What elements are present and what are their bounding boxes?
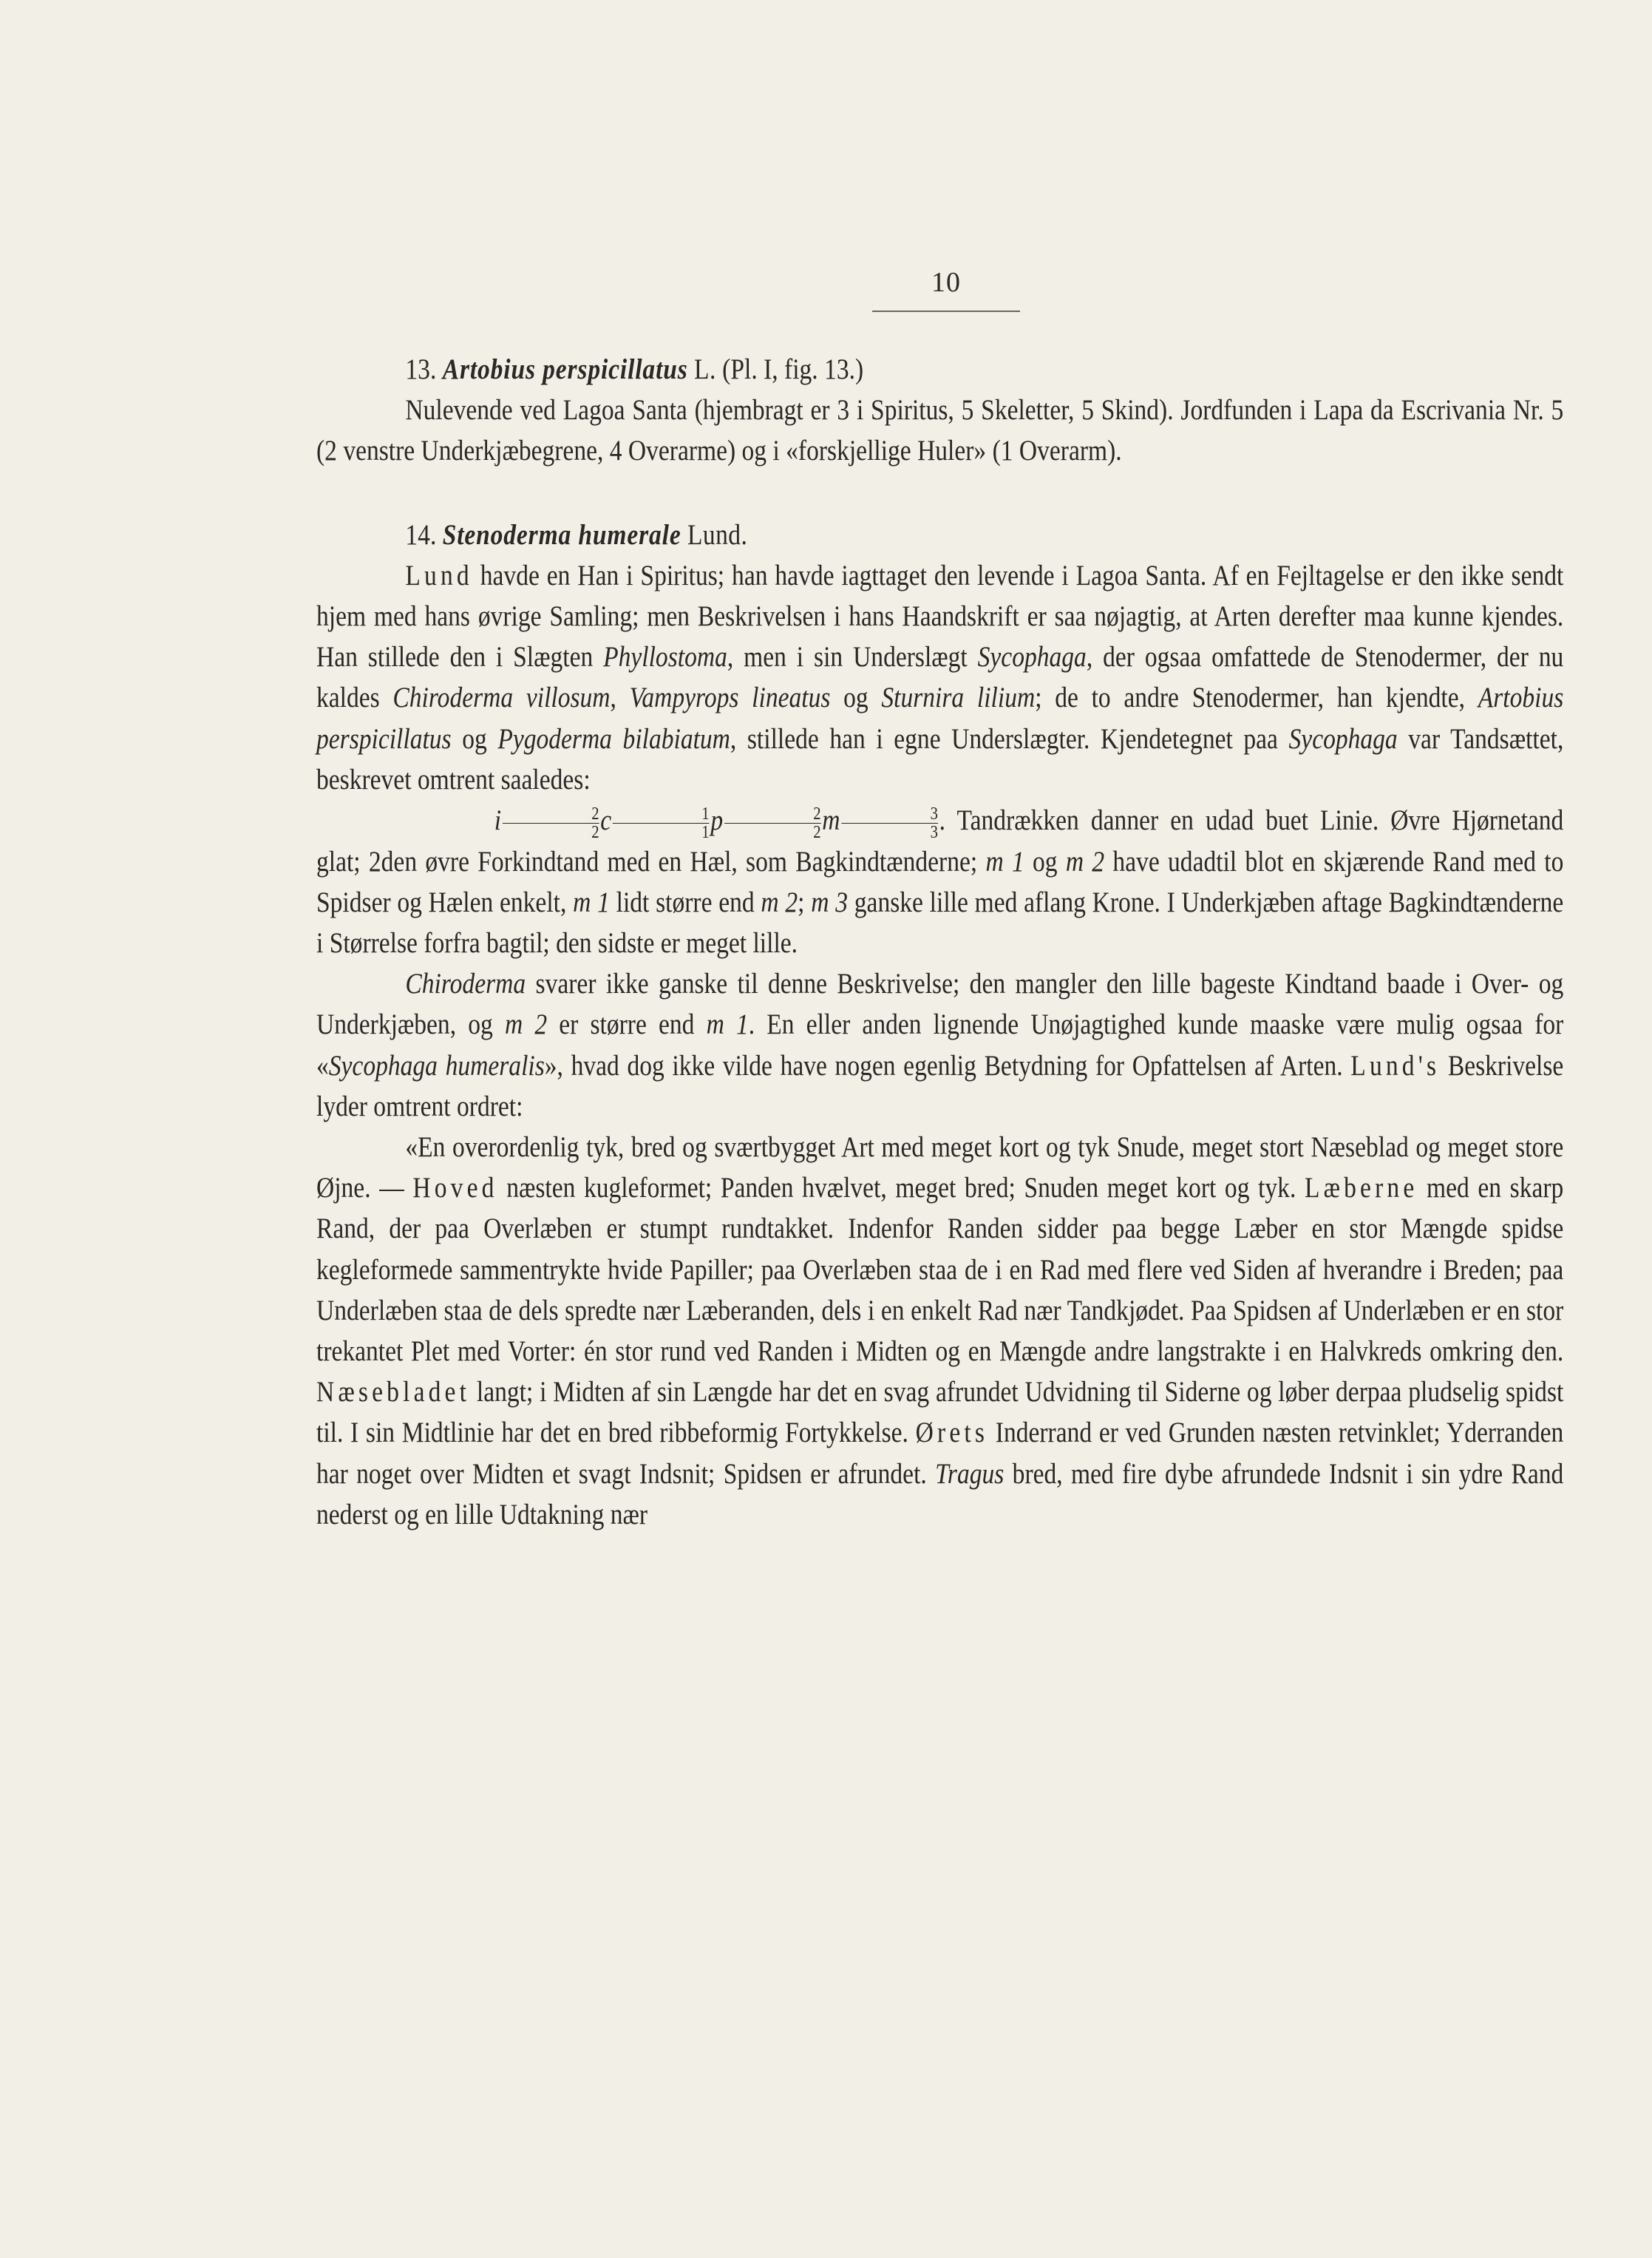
page-number-rule <box>872 311 1020 312</box>
section-14-paragraph-1 <box>316 555 1563 800</box>
emphasized-term: Næsebladet <box>316 1376 471 1408</box>
page-number: 10 <box>931 267 961 298</box>
species-author: L. <box>694 353 716 385</box>
emphasized-term: Ørets <box>915 1417 989 1449</box>
fraction-numerator: 3 <box>841 805 938 824</box>
author-name: Lund's <box>1350 1049 1441 1082</box>
text-run: og <box>830 682 882 714</box>
section-number: 14. <box>405 518 437 551</box>
section-14-heading <box>316 515 1563 555</box>
formula-fraction <box>503 805 599 841</box>
taxon-name: Chiroderma villosum <box>392 682 611 714</box>
tooth-label: m 2 <box>761 886 798 918</box>
fraction-denominator: 3 <box>930 822 938 842</box>
dental-formula-paragraph <box>316 800 1563 963</box>
text-run: , stillede han i egne Underslægter. Kjendetegnet paa <box>730 722 1289 755</box>
formula-fraction <box>841 805 938 841</box>
section-13-paragraph: Nulevende ved Lagoa Santa (hjembragt er 3 i Spiritus, 5 Skeletter, 5 Skind). Jordfunden i Lapa da Escrivania Nr. 5 (2 venstre Underkjæbegrene, 4 Overarme) og i «forskjellige Huler» (1 Overarm). <box>316 394 1564 467</box>
fraction-numerator: 1 <box>613 805 710 824</box>
fraction-numerator: 2 <box>503 805 599 824</box>
formula-letter: c <box>600 804 612 837</box>
section-gap <box>316 472 1563 515</box>
formula-fraction <box>724 805 821 841</box>
emphasized-term: Tragus <box>935 1457 1005 1490</box>
formula-letter: m <box>822 804 840 837</box>
taxon-name: Sturnira lilium <box>881 682 1036 714</box>
plate-reference: (Pl. I, fig. 13.) <box>722 353 864 385</box>
section-13-heading <box>316 349 1563 390</box>
text-run: Beskrivelse lyder omtrent ordret: <box>316 1049 1564 1122</box>
text-run: svarer ikke ganske til denne Beskrivelse; den mangler den lille bageste Kindtand baade i Over- og Underkjæben, og <box>316 968 1564 1041</box>
text-run: , <box>610 682 630 714</box>
taxon-name: Pygoderma bilabiatum <box>497 722 730 755</box>
text-run: næsten kugleformet; Panden hvælvet, meget bred; Snuden meget kort og tyk. <box>497 1172 1305 1204</box>
fraction-denominator: 2 <box>813 822 821 842</box>
text-run: langt; i Midten af sin Længde har det en svag afrundet Udvidning til Siderne og løber derpaa pludselig spidst til. I sin Midtlinie har det en bred ribbeformig Fortykkelse. <box>316 1376 1564 1449</box>
text-run: ganske lille med aflang Krone. I Underkjæben aftage Bagkindtænderne i Størrelse forfra bagtil; den sidste er meget lille. <box>316 886 1564 959</box>
text-run: , der ogsaa omfattede de Stenodermer, der nu kaldes <box>316 641 1564 714</box>
taxon-name: Vampyrops lineatus <box>629 682 831 714</box>
text-run: have udadtil blot en skjærende Rand med to Spidser og Hælen enkelt, <box>316 845 1564 918</box>
text-run: . Tandrækken danner en udad buet Linie. Øvre Hjørnetand glat; 2den øvre Forkindtand med en Hæl, som Bagkindtænderne; <box>316 804 1564 878</box>
section-number: 13. <box>405 353 437 385</box>
fraction-denominator: 2 <box>591 822 599 842</box>
taxon-name: Sycophaga humeralis <box>328 1049 545 1082</box>
text-run: lidt større end <box>609 886 761 918</box>
tooth-label: m 1 <box>573 886 610 918</box>
formula-letter: i <box>494 804 502 837</box>
text-run: . En eller anden lignende Unøjagtighed kunde maaske være mulig ogsaa for « <box>316 1008 1564 1082</box>
tooth-label: m 1 <box>985 845 1024 878</box>
taxon-name: Sycophaga <box>977 641 1087 674</box>
text-run: med en skarp Rand, der paa Overlæben er stumpt rundtakket. Indenfor Randen sidder paa begge Læber en stor Mængde spidse kegleformede sammentrykte hvide Papiller; paa Overlæben staa de i en Rad med flere ved Siden af hverandre i Breden; paa Underlæben staa de dels spredte nær Læberanden, dels i en enkelt Rad nær Tandkjødet. Paa Spidsen af Underlæben er en stor trekantet Plet med Vorter: én stor rund ved Randen i Midten og en Mængde andre langstrakte i en Halvkreds omkring den. <box>316 1172 1564 1368</box>
taxon-name: Phyllostoma <box>603 641 727 674</box>
taxon-name: Artobius perspicillatus <box>316 682 1564 755</box>
taxon-name: Chiroderma <box>405 968 526 1000</box>
emphasized-term: Hoved <box>412 1172 498 1204</box>
text-run: », hvad dog ikke vilde have nogen egenlig Betydning for Opfattelsen af Arten. <box>544 1049 1351 1082</box>
formula-letter: p <box>710 804 724 837</box>
section-14-quotation <box>316 1127 1563 1535</box>
tooth-label: m 3 <box>811 886 849 918</box>
tooth-label: m 1 <box>706 1008 749 1041</box>
author-name: Lund <box>405 559 473 591</box>
text-run: og <box>451 722 498 755</box>
dental-formula <box>405 800 939 841</box>
text-run: er større end <box>547 1008 707 1041</box>
text-run: bred, med fire dybe afrundede Indsnit i sin ydre Rand nederst og en lille Udtakning nær <box>316 1457 1564 1530</box>
text-run: «En overordenlig tyk, bred og sværtbygget Art med meget kort og tyk Snude, meget stort Næseblad og meget store Øjne. — <box>316 1131 1564 1204</box>
text-run: ; de to andre Stenodermer, han kjendte, <box>1035 682 1478 714</box>
text-run: og <box>1024 845 1066 878</box>
text-run: Inderrand er ved Grunden næsten retvinklet; Yderranden har noget over Midten et svagt Indsnit; Spidsen er afrundet. <box>316 1417 1564 1490</box>
taxon-name: Sycophaga <box>1288 722 1398 755</box>
text-run: var Tandsættet, beskrevet omtrent saaledes: <box>316 722 1564 796</box>
tooth-label: m 2 <box>1065 845 1105 878</box>
text-run: havde en Han i Spiritus; han havde iagttaget den levende i Lagoa Santa. Af en Fejltagelse er den ikke sendt hjem med hans øvrige Samling; men Beskrivelsen i hans Haandskrift er saa nøjagtig, at Arten derefter maa kunne kjendes. Han stillede den i Slægten <box>316 559 1564 674</box>
text-run: , men i sin Underslægt <box>727 641 978 674</box>
main-text <box>316 349 1563 1535</box>
formula-fraction <box>613 805 710 841</box>
species-title: Stenoderma humerale <box>442 518 681 551</box>
fraction-denominator: 1 <box>701 822 710 842</box>
tooth-label: m 2 <box>504 1008 548 1041</box>
fraction-numerator: 2 <box>724 805 821 824</box>
section-14-paragraph-2 <box>316 963 1563 1127</box>
species-author: Lund. <box>687 518 748 551</box>
species-title: Artobius perspicillatus <box>442 353 688 385</box>
text-run: ; <box>798 886 812 918</box>
emphasized-term: Læberne <box>1304 1172 1418 1204</box>
